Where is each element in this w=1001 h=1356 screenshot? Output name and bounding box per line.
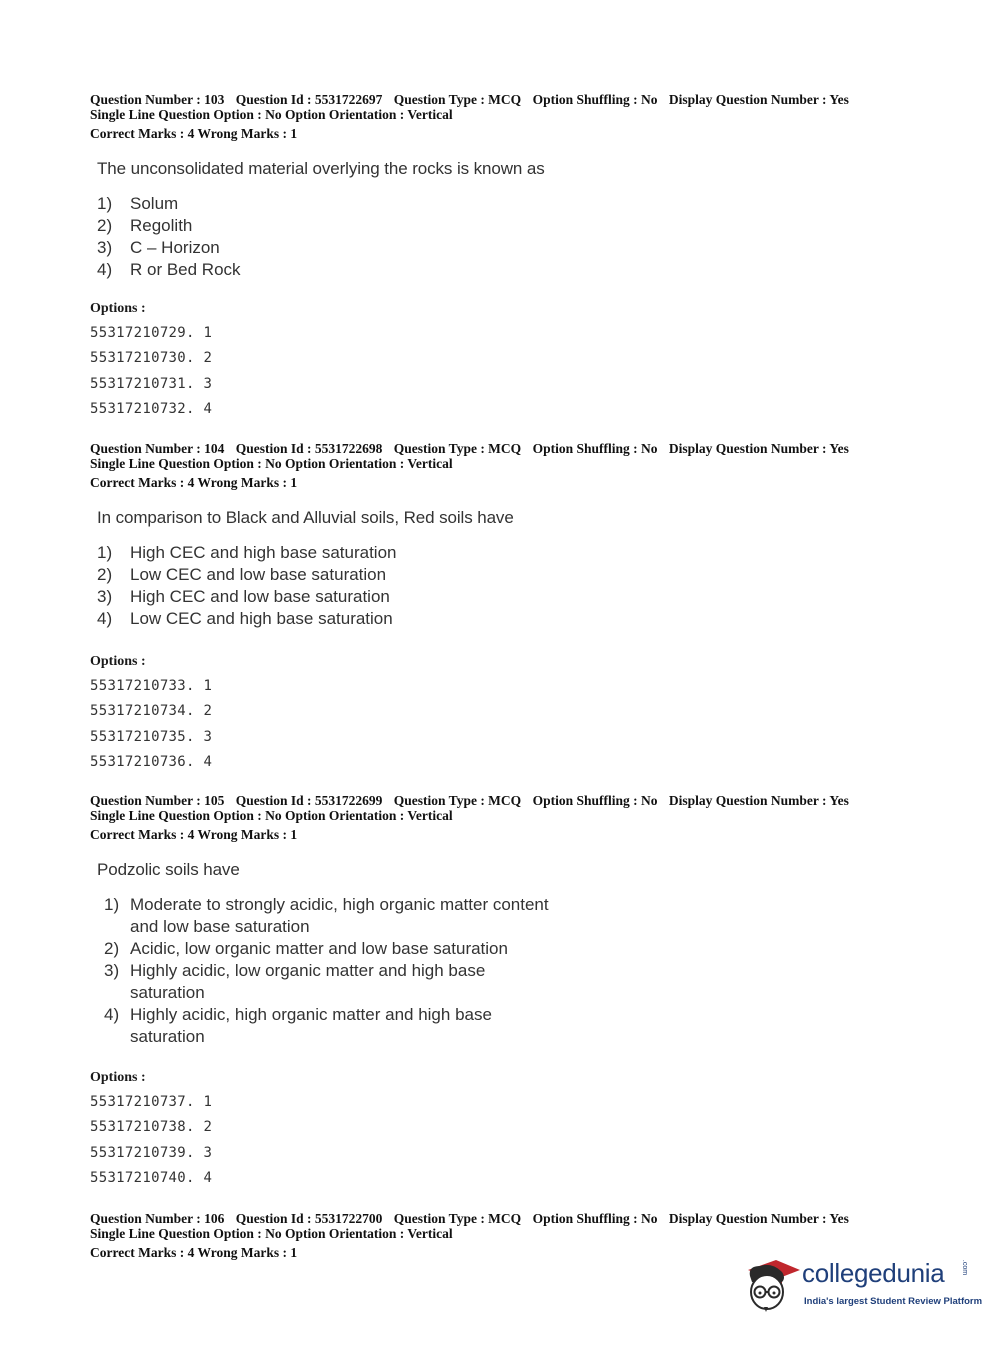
question-type: Question Type : MCQ — [393, 1211, 522, 1226]
question-number: Question Number : 105 — [90, 793, 225, 808]
question-meta — [90, 92, 970, 107]
choice-number: 1) — [97, 543, 113, 562]
option-id: 55317210736. 4 — [90, 753, 213, 770]
display-question-number: Display Question Number : Yes — [668, 793, 849, 808]
choice-number: 4) — [97, 609, 113, 628]
choice-list — [104, 894, 970, 1048]
choice-number: 3) — [97, 587, 113, 606]
choice-item — [104, 960, 970, 1004]
choice-text: Regolith — [130, 216, 193, 235]
options-label: Options : — [90, 301, 146, 316]
question-meta — [90, 793, 970, 808]
option-id: 55317210737. 1 — [90, 1094, 213, 1110]
question-block-104 — [90, 441, 970, 775]
choice-number: 2) — [97, 565, 113, 584]
choice-text — [130, 1004, 492, 1048]
option-shuffling: Option Shuffling : No — [532, 793, 658, 808]
display-question-number: Display Question Number : Yes — [668, 1211, 849, 1226]
choice-text: Low CEC and low base saturation — [130, 565, 387, 584]
option-id: 55317210735. 3 — [90, 728, 213, 745]
question-id: Question Id : 5531722697 — [235, 92, 383, 107]
question-meta — [90, 1211, 970, 1226]
choice-item — [97, 215, 970, 237]
option-id: 55317210731. 3 — [90, 375, 213, 392]
choice-list — [97, 542, 970, 630]
question-id: Question Id : 5531722700 — [235, 1211, 383, 1226]
choice-number: 4) — [97, 260, 113, 279]
option-id: 55317210739. 3 — [90, 1144, 213, 1161]
choice-item — [97, 259, 970, 281]
choice-text: Low CEC and high base saturation — [130, 609, 393, 628]
choice-text: High CEC and high base saturation — [130, 543, 397, 562]
logo-tagline: India's largest Student Review Platform — [804, 1296, 983, 1307]
question-number: Question Number : 103 — [90, 92, 225, 107]
question-type: Question Type : MCQ — [393, 92, 522, 107]
option-shuffling: Option Shuffling : No — [532, 441, 658, 456]
question-id: Question Id : 5531722699 — [235, 793, 383, 808]
option-id: 55317210733. 1 — [90, 678, 213, 694]
option-id-list — [90, 321, 970, 422]
option-shuffling: Option Shuffling : No — [532, 1211, 658, 1226]
option-id: 55317210738. 2 — [90, 1119, 213, 1136]
choice-text: Acidic, low organic matter and low base saturation — [130, 939, 508, 958]
option-shuffling: Option Shuffling : No — [532, 92, 658, 107]
option-id: 55317210730. 2 — [90, 350, 213, 367]
choice-text: C – Horizon — [130, 238, 220, 257]
choice-text — [130, 960, 485, 1004]
option-id-list — [90, 1090, 970, 1191]
choice-text-line: Highly acidic, low organic matter and high base — [130, 961, 486, 980]
choice-item — [97, 193, 970, 215]
question-stem: In comparison to Black and Alluvial soils, Red soils have — [97, 508, 514, 527]
choice-text-line: saturation — [130, 983, 205, 1002]
question-meta-line2: Single Line Question Option : No Option Orientation : Vertical — [90, 808, 453, 823]
display-question-number: Display Question Number : Yes — [668, 92, 849, 107]
question-meta-line2: Single Line Question Option : No Option Orientation : Vertical — [90, 1226, 453, 1241]
choice-text: Solum — [130, 194, 179, 213]
choice-number: 2) — [97, 216, 113, 235]
choice-item — [97, 586, 970, 608]
logo-wordmark: collegedunia — [802, 1258, 945, 1288]
options-label: Options : — [90, 1070, 146, 1085]
choice-text-line: and low base saturation — [130, 917, 310, 936]
mascot-icon — [742, 1252, 802, 1314]
choice-number: 1) — [104, 895, 120, 914]
question-id: Question Id : 5531722698 — [235, 441, 383, 456]
choice-text: R or Bed Rock — [130, 260, 241, 279]
choice-number: 3) — [104, 961, 120, 980]
choice-number: 4) — [104, 1005, 120, 1024]
option-id: 55317210732. 4 — [90, 400, 213, 417]
question-meta-line2: Single Line Question Option : No Option Orientation : Vertical — [90, 456, 453, 471]
choice-item — [97, 542, 970, 564]
display-question-number: Display Question Number : Yes — [668, 441, 849, 456]
choice-text-line: Moderate to strongly acidic, high organic matter content — [130, 895, 549, 914]
question-type: Question Type : MCQ — [393, 441, 522, 456]
question-type: Question Type : MCQ — [393, 793, 522, 808]
choice-item — [104, 1004, 970, 1048]
choice-item — [104, 894, 970, 938]
choice-number: 2) — [104, 939, 120, 958]
option-id-list — [90, 674, 970, 775]
choice-item — [97, 608, 970, 630]
question-marks: Correct Marks : 4 Wrong Marks : 1 — [90, 126, 298, 141]
question-stem: Podzolic soils have — [97, 860, 240, 879]
choice-text: High CEC and low base saturation — [130, 587, 390, 606]
question-meta-line2: Single Line Question Option : No Option Orientation : Vertical — [90, 107, 453, 122]
question-number: Question Number : 104 — [90, 441, 225, 456]
choice-list — [97, 193, 970, 281]
choice-text-line: Highly acidic, high organic matter and high base — [130, 1005, 492, 1024]
question-marks: Correct Marks : 4 Wrong Marks : 1 — [90, 1245, 298, 1260]
choice-text-line: saturation — [130, 1027, 205, 1046]
question-number: Question Number : 106 — [90, 1211, 225, 1226]
logo-com: .com — [961, 1259, 969, 1276]
choice-item — [97, 564, 970, 586]
option-id: 55317210740. 4 — [90, 1169, 213, 1186]
choice-number: 3) — [97, 238, 113, 257]
collegedunia-logo — [742, 1252, 983, 1322]
option-id: 55317210734. 2 — [90, 703, 213, 720]
choice-item — [97, 237, 970, 259]
question-block-105 — [90, 793, 970, 1191]
choice-number: 1) — [97, 194, 113, 213]
options-label: Options : — [90, 654, 146, 669]
option-id: 55317210729. 1 — [90, 325, 213, 341]
question-meta — [90, 441, 970, 456]
question-marks: Correct Marks : 4 Wrong Marks : 1 — [90, 827, 298, 842]
choice-item — [104, 938, 970, 960]
question-marks: Correct Marks : 4 Wrong Marks : 1 — [90, 475, 298, 490]
question-block-103 — [90, 92, 970, 422]
choice-text — [130, 894, 549, 938]
question-stem: The unconsolidated material overlying the rocks is known as — [97, 159, 545, 178]
